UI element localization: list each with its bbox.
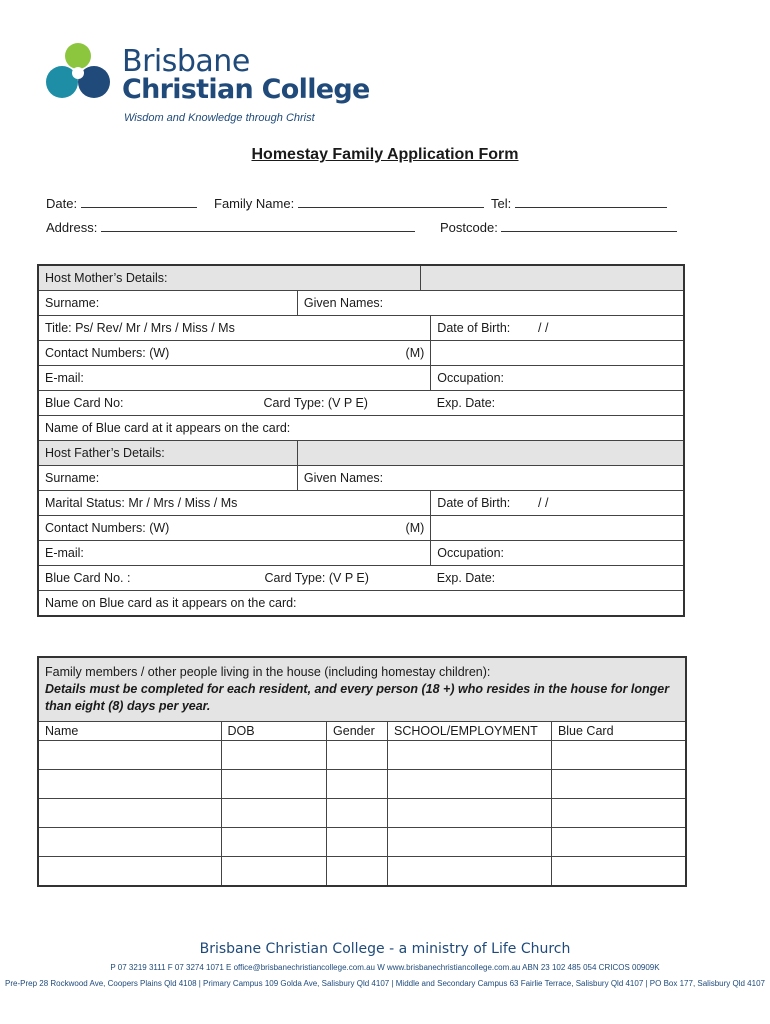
father-dob-slashes: / / bbox=[538, 496, 549, 510]
cell[interactable] bbox=[551, 828, 686, 857]
table-row bbox=[38, 741, 686, 770]
cell[interactable] bbox=[388, 828, 552, 857]
cell[interactable] bbox=[388, 770, 552, 799]
mother-occupation[interactable]: Occupation: bbox=[431, 366, 684, 391]
col-blue-card: Blue Card bbox=[551, 722, 686, 741]
mother-dob-label: Date of Birth: bbox=[437, 321, 511, 335]
father-heading-blank bbox=[297, 441, 684, 466]
father-blue-card-no: Blue Card No. : bbox=[45, 571, 131, 585]
footer-addresses: Pre-Prep 28 Rockwood Ave, Coopers Plains Qld 4108 | Primary Campus 109 Golda Ave, Salisbury Qld 4107 | Middle and Secondary Campus 63 Fairlie Terrace, Salisbury Qld 4107 | PO Box 177, Salisbury Qld 4107 bbox=[5, 979, 765, 988]
date-row bbox=[46, 195, 197, 211]
cell[interactable] bbox=[388, 799, 552, 828]
family-name-field[interactable] bbox=[298, 195, 484, 208]
family-members-note: Details must be completed for each resident, and every person (18 +) who resides in the house for longer than eight (8) days per year. bbox=[45, 682, 670, 713]
cell[interactable] bbox=[551, 741, 686, 770]
family-name-row bbox=[214, 195, 484, 211]
mother-exp-date[interactable]: Exp. Date: bbox=[431, 391, 684, 416]
cell[interactable] bbox=[388, 741, 552, 770]
father-given-names[interactable]: Given Names: bbox=[297, 466, 684, 491]
table-row bbox=[38, 366, 684, 391]
col-dob: DOB bbox=[221, 722, 327, 741]
table-row bbox=[38, 416, 684, 441]
cell[interactable] bbox=[221, 857, 327, 887]
address-label: Address: bbox=[46, 220, 98, 235]
cell[interactable] bbox=[221, 741, 327, 770]
mother-dob[interactable] bbox=[431, 316, 684, 341]
family-members-intro-text: Family members / other people living in the house (including homestay children): bbox=[45, 665, 491, 679]
father-dob[interactable] bbox=[431, 491, 684, 516]
tel-row bbox=[491, 195, 667, 211]
mother-given-names[interactable]: Given Names: bbox=[297, 291, 684, 316]
table-row bbox=[38, 441, 684, 466]
cell[interactable] bbox=[327, 770, 388, 799]
table-row bbox=[38, 391, 684, 416]
table-row bbox=[38, 541, 684, 566]
postcode-field[interactable] bbox=[501, 219, 677, 232]
father-email[interactable]: E-mail: bbox=[38, 541, 431, 566]
table-row bbox=[38, 265, 684, 291]
mother-email[interactable]: E-mail: bbox=[38, 366, 431, 391]
footer-ministry: Brisbane Christian College - a ministry of Life Church bbox=[199, 941, 571, 957]
cell[interactable] bbox=[551, 799, 686, 828]
father-dob-label: Date of Birth: bbox=[437, 496, 511, 510]
mother-contact[interactable] bbox=[38, 341, 431, 366]
table-row bbox=[38, 466, 684, 491]
table-header-row bbox=[38, 722, 686, 741]
cell[interactable] bbox=[38, 857, 221, 887]
form-title: Homestay Family Application Form bbox=[251, 146, 519, 163]
mother-name-on-card[interactable]: Name of Blue card at it appears on the card: bbox=[38, 416, 684, 441]
table-row bbox=[38, 491, 684, 516]
table-row bbox=[38, 770, 686, 799]
postcode-row bbox=[440, 219, 677, 235]
logo-name-line2: Christian College bbox=[122, 74, 370, 105]
table-row bbox=[38, 828, 686, 857]
cell[interactable] bbox=[551, 770, 686, 799]
table-row bbox=[38, 591, 684, 617]
address-field[interactable] bbox=[101, 219, 415, 232]
col-gender: Gender bbox=[327, 722, 388, 741]
table-row bbox=[38, 341, 684, 366]
father-heading: Host Father’s Details: bbox=[38, 441, 297, 466]
college-logo-icon bbox=[44, 42, 114, 104]
table-row bbox=[38, 799, 686, 828]
father-occupation[interactable]: Occupation: bbox=[431, 541, 684, 566]
father-exp-date[interactable]: Exp. Date: bbox=[431, 566, 684, 591]
table-row bbox=[38, 657, 686, 722]
father-marital-status[interactable]: Marital Status: Mr / Mrs / Miss / Ms bbox=[38, 491, 431, 516]
family-name-label: Family Name: bbox=[214, 196, 295, 211]
mother-contact-blank[interactable] bbox=[431, 341, 684, 366]
col-name: Name bbox=[38, 722, 221, 741]
family-members-intro bbox=[38, 657, 686, 722]
family-members-table bbox=[37, 656, 687, 887]
table-row bbox=[38, 291, 684, 316]
cell[interactable] bbox=[327, 799, 388, 828]
mother-surname[interactable]: Surname: bbox=[38, 291, 297, 316]
table-row bbox=[38, 516, 684, 541]
table-row bbox=[38, 316, 684, 341]
father-contact-w: Contact Numbers: (W) bbox=[45, 521, 170, 535]
mother-heading-blank bbox=[421, 265, 684, 291]
mother-contact-w: Contact Numbers: (W) bbox=[45, 346, 170, 360]
host-details-table bbox=[37, 264, 685, 617]
table-row bbox=[38, 566, 684, 591]
cell[interactable] bbox=[221, 770, 327, 799]
cell[interactable] bbox=[38, 828, 221, 857]
cell[interactable] bbox=[38, 741, 221, 770]
date-field[interactable] bbox=[81, 195, 197, 208]
cell[interactable] bbox=[327, 828, 388, 857]
father-blue-card[interactable] bbox=[38, 566, 431, 591]
cell[interactable] bbox=[327, 741, 388, 770]
cell[interactable] bbox=[388, 857, 552, 887]
mother-contact-m: (M) bbox=[405, 346, 425, 360]
father-name-on-card[interactable]: Name on Blue card as it appears on the card: bbox=[38, 591, 684, 617]
father-contact-m: (M) bbox=[405, 521, 425, 535]
mother-dob-slashes: / / bbox=[538, 321, 549, 335]
logo-tagline: Wisdom and Knowledge through Christ bbox=[124, 112, 315, 124]
father-contact[interactable] bbox=[38, 516, 431, 541]
cell[interactable] bbox=[221, 799, 327, 828]
father-card-type: Card Type: (V P E) bbox=[264, 571, 369, 585]
father-contact-blank[interactable] bbox=[431, 516, 684, 541]
postcode-label: Postcode: bbox=[440, 220, 498, 235]
footer-contact: P 07 3219 3111 F 07 3274 1071 E office@brisbanechristiancollege.com.au W www.brisbanechristiancollege.com.au ABN 23 102 485 054 CRICOS 00909K bbox=[110, 963, 660, 972]
cell[interactable] bbox=[38, 799, 221, 828]
cell[interactable] bbox=[327, 857, 388, 887]
mother-blue-card-no: Blue Card No: bbox=[45, 396, 124, 410]
cell[interactable] bbox=[38, 770, 221, 799]
cell[interactable] bbox=[221, 828, 327, 857]
address-row bbox=[46, 219, 415, 235]
table-row bbox=[38, 857, 686, 887]
college-logo bbox=[44, 42, 374, 132]
tel-label: Tel: bbox=[491, 196, 512, 211]
cell[interactable] bbox=[551, 857, 686, 887]
date-label: Date: bbox=[46, 196, 78, 211]
mother-blue-card[interactable] bbox=[38, 391, 431, 416]
tel-field[interactable] bbox=[515, 195, 667, 208]
mother-title[interactable]: Title: Ps/ Rev/ Mr / Mrs / Miss / Ms bbox=[38, 316, 431, 341]
col-school-employment: SCHOOL/EMPLOYMENT bbox=[388, 722, 552, 741]
father-surname[interactable]: Surname: bbox=[38, 466, 297, 491]
mother-card-type: Card Type: (V P E) bbox=[263, 396, 368, 410]
mother-heading: Host Mother’s Details: bbox=[38, 265, 421, 291]
logo-name-line1: Brisbane bbox=[122, 44, 250, 79]
